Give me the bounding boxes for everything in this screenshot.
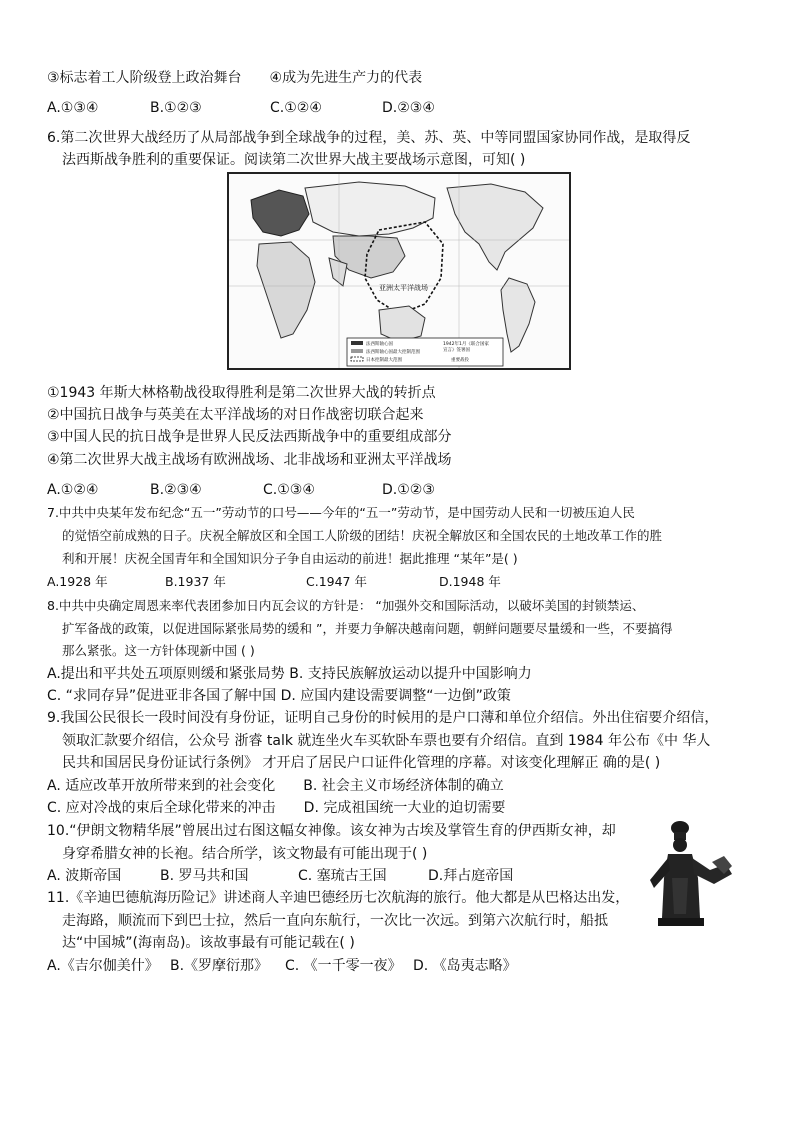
goddess-statue-image — [628, 818, 736, 930]
q9-options-c-d[interactable]: C. 应对冷战的束后全球化带来的冲击 D. 完成祖国统一大业的迫切需要 — [47, 800, 506, 816]
world-map-figure — [229, 174, 569, 368]
q6-statement-1: ①1943 年斯大林格勒战役取得胜利是第二次世界大战的转折点 — [47, 385, 436, 401]
q11-option-d[interactable]: D. 《岛夷志略》 — [413, 958, 517, 974]
q10-stem-line-2: 身穿希腊女神的长袍。结合所学，该文物最有可能出现于( ) — [62, 846, 428, 862]
q8-options-c-d[interactable]: C. “求同存异”促进亚非各国了解中国 D. 应国内建设需要调整“一边倒”政策 — [47, 688, 511, 704]
q11-stem-line-2: 走海路，顺流而下到巴士拉，然后一直向东航行，一次比一次远。到第六次航行时，船抵 — [62, 913, 608, 929]
q6-statement-4: ④第二次世界大战主战场有欧洲战场、北非战场和亚洲太平洋战场 — [47, 452, 452, 468]
q8-stem-line-1: 8.中共中央确定周恩来率代表团参加日内瓦会议的方针是： “加强外交和国际活动，以破坏美国的封锁禁运、 — [47, 598, 645, 613]
legend-japan: 日本控制最大范围 — [366, 358, 402, 363]
q11-option-c[interactable]: C. 《一千零一夜》 — [285, 958, 402, 974]
q9-stem-line-1: 9.我国公民很长一段时间没有身份证，证明自己身份的时候用的是户口薄和单位介绍信。外出住宿要介绍信， — [47, 710, 719, 726]
q8-options-a-b[interactable]: A.提出和平共处五项原则缓和紧张局势 B. 支持民族解放运动以提升中国影响力 — [47, 666, 532, 682]
q8-stem-line-2: 扩军备战的政策，以促进国际紧张局势的缓和 ”，并要力争解决越南问题，朝鲜问题要尽量缓和一些，不要搞得 — [62, 621, 673, 636]
q7-stem-line-3: 利和开展！庆祝全国青年和全国知识分子争自由运动的前进！据此推理 “某年”是( ) — [62, 551, 518, 566]
q9-stem-line-3: 民共和国居民身份证试行条例》 才开启了居民户口证件化管理的序幕。对该变化理解正 确的是( ) — [62, 755, 661, 771]
q11-option-a[interactable]: A.《吉尔伽美什》 — [47, 958, 159, 974]
q6-stem-line-2: 法西斯战争胜利的重要保证。阅读第二次世界大战主要战场示意图，可知( ) — [62, 152, 526, 168]
q5-option-b[interactable]: B.①②③ — [150, 100, 202, 116]
q5-option-c[interactable]: C.①②④ — [270, 100, 322, 116]
q7-option-a[interactable]: A.1928 年 — [47, 574, 108, 589]
q5-statement-3-4: ③标志着工人阶级登上政治舞台 ④成为先进生产力的代表 — [47, 70, 423, 86]
q6-statement-3: ③中国人民的抗日战争是世界人民反法西斯战争中的重要组成部分 — [47, 429, 452, 445]
q6-stem-line-1: 6.第二次世界大战经历了从局部战争到全球战争的过程，美、苏、英、中等同盟国家协同作战，是取得反 — [47, 130, 691, 146]
q10-option-c[interactable]: C. 塞琉古王国 — [298, 868, 387, 884]
q5-option-a[interactable]: A.①③④ — [47, 100, 99, 116]
legend-axis: 法西斯轴心国 — [366, 342, 393, 347]
q11-option-b[interactable]: B.《罗摩衍那》 — [170, 958, 269, 974]
q6-statement-2: ②中国抗日战争与英美在太平洋战场的对日作战密切联合起来 — [47, 407, 424, 423]
q10-stem-line-1: 10.“伊朗文物精华展”曾展出过右图这幅女神像。该女神为古埃及掌管生育的伊西斯女神，却 — [47, 823, 616, 839]
q7-stem-line-2: 的觉悟空前成熟的日子。庆祝全解放区和全国工人阶级的团结！庆祝全解放区和全国农民的土地改革工作的胜 — [62, 528, 663, 543]
q10-option-d[interactable]: D.拜占庭帝国 — [428, 868, 514, 884]
legend-un-1: 1942年1月《联合国家 — [443, 342, 489, 347]
q7-option-c[interactable]: C.1947 年 — [306, 574, 367, 589]
q10-option-a[interactable]: A. 波斯帝国 — [47, 868, 122, 884]
ww2-battlefield-map — [227, 172, 571, 370]
q7-option-b[interactable]: B.1937 年 — [165, 574, 226, 589]
q7-option-d[interactable]: D.1948 年 — [439, 574, 501, 589]
q9-options-a-b[interactable]: A. 适应改革开放所带来到的社会变化 B. 社会主义市场经济体制的确立 — [47, 778, 504, 794]
q8-stem-line-3: 那么紧张。这一方针体现新中国 ( ) — [62, 643, 255, 658]
legend-un-2: 宣言》签署国 — [443, 348, 470, 353]
q6-option-b[interactable]: B.②③④ — [150, 482, 202, 498]
map-label-pacific: 亚洲太平洋战场 — [379, 284, 428, 292]
q6-option-a[interactable]: A.①②④ — [47, 482, 99, 498]
q7-stem-line-1: 7.中共中央某年发布纪念“五一”劳动节的口号——今年的“五一”劳动节，是中国劳动人民和一切被压迫人民 — [47, 505, 635, 520]
q5-option-d[interactable]: D.②③④ — [382, 100, 435, 116]
q11-stem-line-1: 11.《辛迪巴德航海历险记》讲述商人辛迪巴德经历七次航海的旅行。他大都是从巴格达出发， — [47, 890, 630, 906]
legend-axis-max: 法西斯轴心国最大控制范围 — [366, 350, 420, 355]
q9-stem-line-2: 领取汇款要介绍信，公众号 浙睿 talk 就连坐火车买软卧车票也要有介绍信。直到 1984 年公布《中 华人 — [62, 733, 711, 749]
legend-battle: 重要战役 — [451, 358, 469, 363]
q10-option-b[interactable]: B. 罗马共和国 — [160, 868, 249, 884]
q6-option-d[interactable]: D.①②③ — [382, 482, 435, 498]
q6-option-c[interactable]: C.①③④ — [263, 482, 315, 498]
q11-stem-line-3: 达“中国城”(海南岛)。该故事最有可能记载在( ) — [62, 935, 355, 951]
